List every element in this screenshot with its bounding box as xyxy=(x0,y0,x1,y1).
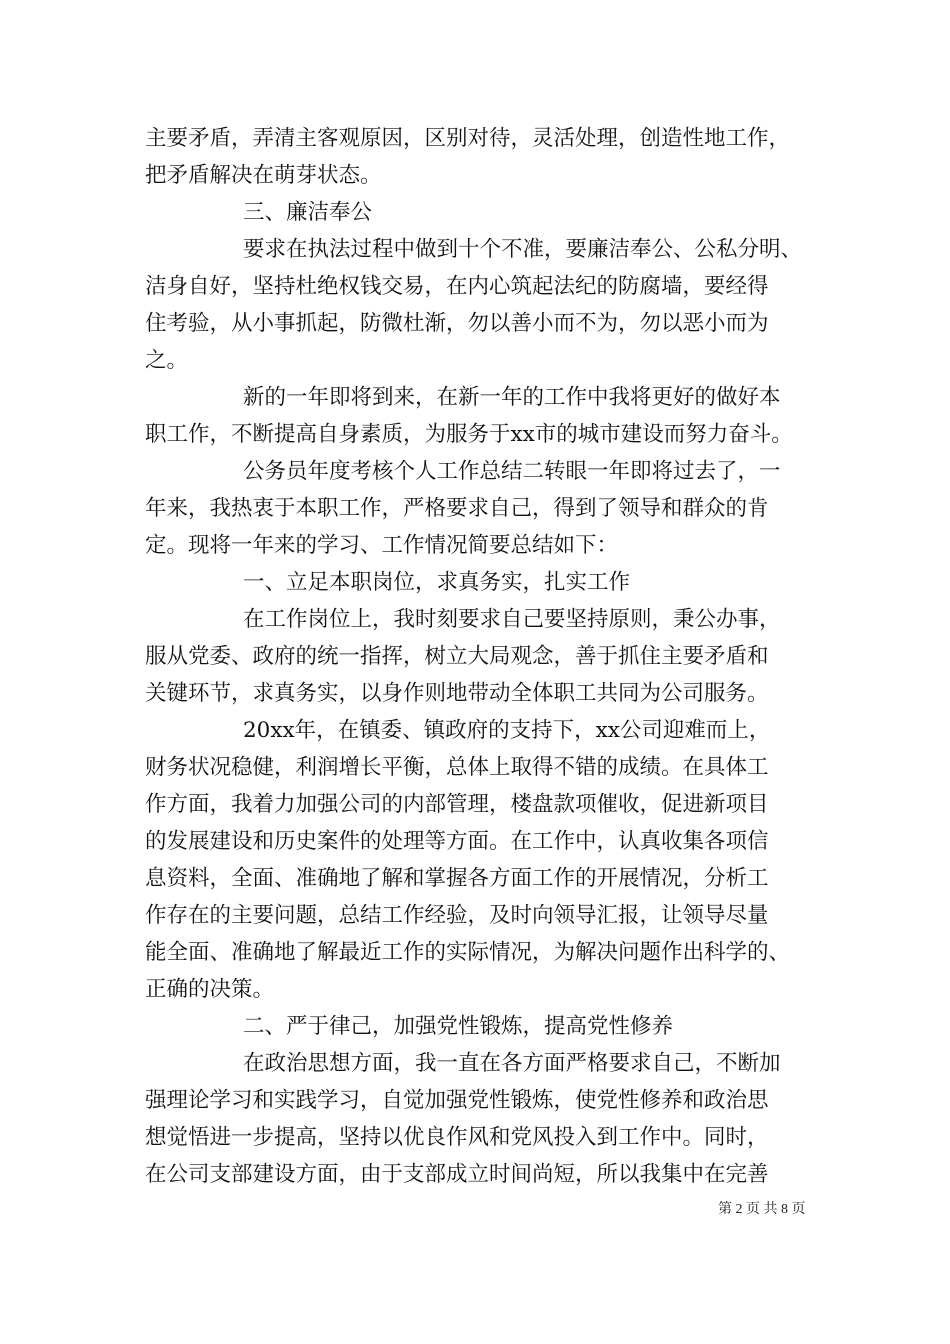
text-line: 年来，我热衷于本职工作，严格要求自己，得到了领导和群众的肯 xyxy=(145,496,769,521)
text-line: 想觉悟进一步提高，坚持以优良作风和党风投入到工作中。同时， xyxy=(145,1125,769,1150)
paragraph-first-line: 在政治思想方面，我一直在各方面严格要求自己，不断加 xyxy=(243,1051,781,1076)
text-line: 的发展建设和历史案件的处理等方面。在工作中，认真收集各项信 xyxy=(145,829,769,854)
text-line: 服从党委、政府的统一指挥，树立大局观念，善于抓住主要矛盾和 xyxy=(145,644,769,669)
text-line: 洁身自好，坚持杜绝权钱交易，在内心筑起法纪的防腐墙，要经得 xyxy=(145,274,769,299)
page-number: 第 2 页 共 8 页 xyxy=(718,1202,806,1217)
text-line: 息资料，全面、准确地了解和掌握各方面工作的开展情况，分析工 xyxy=(145,866,769,891)
text-line: 之。 xyxy=(145,348,189,373)
paragraph-first-line: 20xx年，在镇委、镇政府的支持下，xx公司迎难而上， xyxy=(243,718,771,743)
text-line: 住考验，从小事抓起，防微杜渐，勿以善小而不为，勿以恶小而为 xyxy=(145,311,769,336)
text-line: 能全面、准确地了解最近工作的实际情况，为解决问题作出科学的、 xyxy=(145,940,791,965)
text-line: 职工作，不断提高自身素质，为服务于xx市的城市建设而努力奋斗。 xyxy=(145,422,793,447)
text-line: 作存在的主要问题，总结工作经验，及时向领导汇报，让领导尽量 xyxy=(145,903,769,928)
paragraph-first-line: 二、严于律己，加强党性锻炼，提高党性修养 xyxy=(243,1014,674,1039)
text-line: 强理论学习和实践学习，自觉加强党性锻炼，使党性修养和政治思 xyxy=(145,1088,769,1113)
text-line: 主要矛盾，弄清主客观原因，区别对待，灵活处理，创造性地工作， xyxy=(145,126,791,151)
paragraph-first-line: 一、立足本职岗位，求真务实，扎实工作 xyxy=(243,570,631,595)
text-line: 把矛盾解决在萌芽状态。 xyxy=(145,163,382,188)
text-line: 在公司支部建设方面，由于支部成立时间尚短，所以我集中在完善 xyxy=(145,1162,769,1187)
paragraph-first-line: 新的一年即将到来，在新一年的工作中我将更好的做好本 xyxy=(243,385,781,410)
paragraph-first-line: 要求在执法过程中做到十个不准，要廉洁奉公、公私分明、 xyxy=(243,237,803,262)
text-line: 正确的决策。 xyxy=(145,977,275,1002)
text-line: 财务状况稳健，利润增长平衡，总体上取得不错的成绩。在具体工 xyxy=(145,755,769,780)
paragraph-first-line: 三、廉洁奉公 xyxy=(243,200,373,225)
text-line: 作方面，我着力加强公司的内部管理，楼盘款项催收，促进新项目 xyxy=(145,792,769,817)
paragraph-first-line: 公务员年度考核个人工作总结二转眼一年即将过去了，一 xyxy=(243,459,781,484)
body-text xyxy=(145,120,815,1193)
text-line: 关键环节，求真务实，以身作则地带动全体职工共同为公司服务。 xyxy=(145,681,769,706)
text-line: 定。现将一年来的学习、工作情况简要总结如下： xyxy=(145,533,619,558)
paragraph-first-line: 在工作岗位上，我时刻要求自己要坚持原则，秉公办事， xyxy=(243,607,781,632)
